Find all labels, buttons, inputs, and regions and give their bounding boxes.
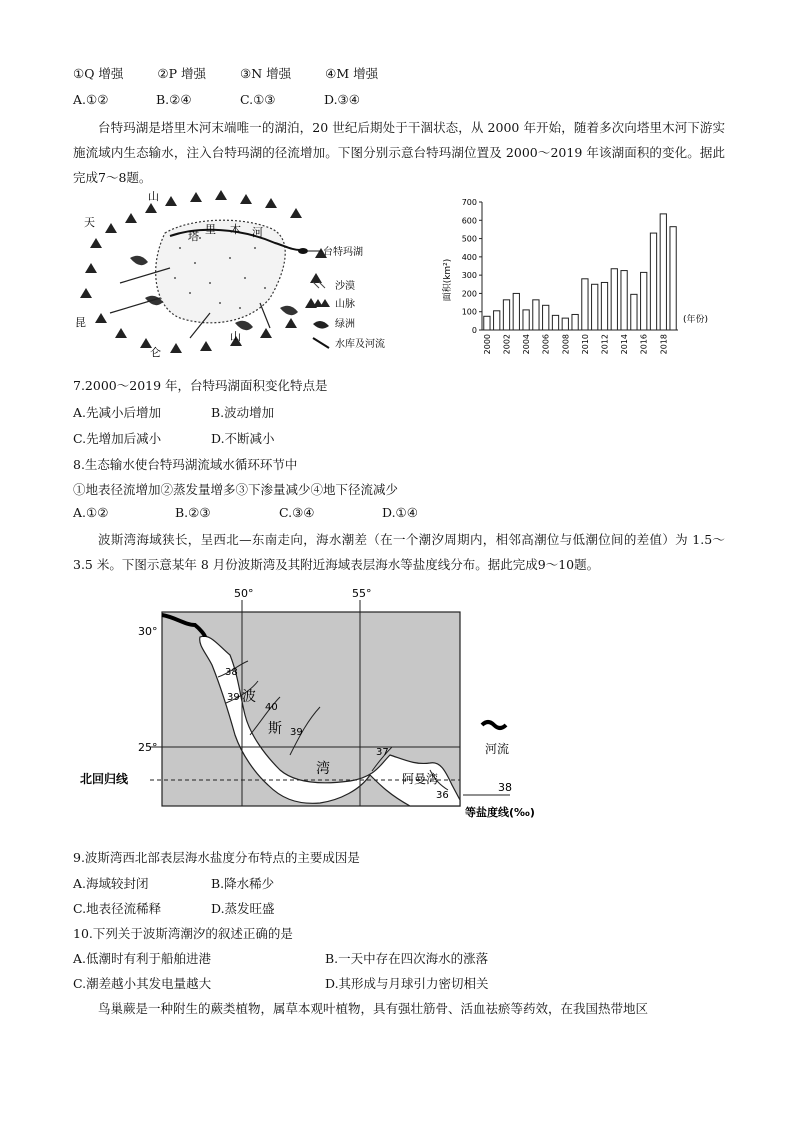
chart-bar-2006 [543, 305, 549, 330]
q10-option-d: D.其形成与月球引力密切相关 [325, 976, 489, 991]
chart-x-tick-label: 2010 [580, 334, 590, 355]
chart-x-tick-label: 2016 [639, 334, 649, 355]
label-shan-2: 山 [230, 330, 241, 343]
legend-oasis-icon [313, 321, 329, 329]
q6-choice-3: ③N 增强 [240, 66, 292, 81]
map1-legend [313, 279, 385, 350]
legend-mountain: 山脉 [335, 299, 355, 310]
chart-x-label: (年份) [683, 315, 709, 325]
chart-y-tick-label: 300 [461, 271, 477, 281]
q8-option-b: B.②③ [175, 505, 211, 520]
q6-option-c: C.①③ [240, 92, 276, 107]
chart-bar-2001 [494, 311, 500, 330]
lat-25-label: 25° [138, 741, 158, 754]
q7-option-a: A.先减小后增加 [73, 405, 162, 420]
iso-label-39a: 39 [227, 692, 240, 703]
iso-label-39b: 39 [290, 727, 303, 738]
intro-next: 鸟巢蕨是一种附生的蕨类植物，属草本观叶植物，具有强壮筋骨、活血祛瘀等药效，在我国热带地区 [98, 1001, 649, 1016]
chart-y-tick-label: 0 [471, 326, 477, 335]
chart-y-tick-label: 600 [461, 216, 477, 226]
chart-y-label: 面积(km²) [443, 258, 453, 302]
label-shan-1: 山 [148, 190, 159, 203]
tarim-map [70, 188, 430, 360]
q6-choice-1: ①Q 增强 [73, 66, 124, 81]
legend-river: 水库及河流 [335, 339, 385, 350]
iso-label-37: 37 [376, 747, 389, 758]
q6-choices [73, 64, 378, 82]
legend-river-icon [482, 722, 506, 728]
q6-choice-4: ④M 增强 [325, 66, 379, 81]
tropic-label: 北回归线 [80, 772, 129, 786]
chart-x-tick-label: 2002 [502, 334, 512, 355]
q6-option-b: B.②④ [156, 92, 192, 107]
chart-y-tick-label: 400 [461, 252, 477, 262]
q9-option-b: B.降水稀少 [211, 876, 275, 891]
q10-stem: 10.下列关于波斯湾潮汐的叙述正确的是 [73, 926, 293, 941]
chart-bar-2003 [513, 293, 519, 330]
q8-choices: ①地表径流增加②蒸发量增多③下渗量减少④地下径流减少 [73, 482, 399, 497]
q10-option-b: B.一天中存在四次海水的涨落 [325, 951, 489, 966]
q8-stem: 8.生态输水使台特玛湖流域水循环环节中 [73, 457, 298, 472]
label-he: 河 [252, 226, 263, 239]
iso-label-38: 38 [225, 667, 238, 678]
chart-x-tick-label: 2008 [561, 334, 571, 355]
legend-river-icon [313, 338, 329, 348]
chart-bar-2002 [503, 300, 509, 330]
label-kun: 昆 [75, 316, 86, 329]
chart-y-tick-label: 100 [461, 307, 477, 317]
label-lun: 仑 [150, 346, 161, 359]
lat-30-label: 30° [138, 625, 158, 638]
chart-bar-2011 [592, 284, 598, 330]
q9-option-a: A.海域较封闭 [73, 876, 149, 891]
chart-bar-2017 [650, 233, 656, 330]
legend-oasis: 绿洲 [335, 319, 355, 330]
label-li: 里 [205, 223, 216, 236]
chart-y-tick-label: 700 [461, 198, 477, 207]
lon-50-label: 50° [234, 587, 254, 600]
q9-stem: 9.波斯湾西北部表层海水盐度分布特点的主要成因是 [73, 850, 360, 865]
chart-bar-2004 [523, 310, 529, 330]
q7-option-b: B.波动增加 [211, 405, 275, 420]
chart-x-tick-label: 2000 [482, 334, 492, 355]
chart-x-tick-label: 2004 [522, 334, 532, 355]
label-tian: 天 [84, 216, 95, 229]
q6-choice-2: ②P 增强 [157, 66, 207, 81]
chart-x-tick-label: 2018 [659, 334, 669, 355]
label-oman: 阿曼湾 [402, 772, 439, 786]
q10-option-c: C.潮差越小其发电量越大 [73, 976, 212, 991]
chart-bar-2018 [660, 214, 666, 330]
chart-bar-2010 [582, 279, 588, 330]
lake-label: 台特玛湖 [323, 247, 363, 258]
chart-y-tick-label: 500 [461, 234, 477, 244]
label-mu: 木 [230, 223, 241, 236]
q9-option-d: D.蒸发旺盛 [211, 901, 275, 916]
label-bo: 波 [242, 689, 256, 705]
q6-option-a: A.①② [73, 92, 109, 107]
chart-bar-2005 [533, 300, 539, 330]
chart-bar-2013 [611, 269, 617, 330]
chart-bar-2007 [552, 315, 558, 330]
chart-y-tick-label: 200 [461, 289, 477, 299]
chart-bar-2000 [484, 316, 490, 330]
chart-x-tick-label: 2012 [600, 334, 610, 355]
q7-option-d: D.不断减小 [211, 431, 275, 446]
chart-x-tick-label: 2006 [541, 334, 551, 355]
legend-iso-label: 等盐度线(‰) [465, 806, 535, 819]
label-wan: 湾 [316, 761, 330, 777]
label-ta: 塔 [188, 230, 199, 243]
q8-option-c: C.③④ [279, 505, 315, 520]
chart-x-tick-label: 2014 [620, 334, 630, 355]
legend-desert: 沙漠 [335, 281, 355, 292]
legend-iso-value: 38 [498, 781, 512, 794]
chart-bar-2008 [562, 318, 568, 330]
chart-bar-2016 [641, 272, 647, 330]
lon-55-label: 55° [352, 587, 372, 600]
chart-bar-2019 [670, 227, 676, 330]
iso-label-36: 36 [436, 790, 449, 801]
legend-mountain-icon [313, 299, 330, 307]
chart-bar-2014 [621, 271, 627, 330]
q10-option-a: A.低潮时有利于船舶进港 [73, 951, 212, 966]
q8-option-d: D.①④ [382, 505, 418, 520]
q8-option-a: A.①② [73, 505, 109, 520]
legend-river-label: 河流 [485, 742, 510, 756]
intro-9-10: 波斯湾海域狭长，呈西北—东南走向，海水潮差（在一个潮汐周期内，相邻高潮位与低潮位间的差值）为 1.5～3.5 米。下图示意某年 8 月份波斯湾及其附近海域表层海水等盐度线分布。据此完成9～10题。 [73, 532, 725, 572]
persian-gulf-map [80, 585, 580, 825]
q7-option-c: C.先增加后减小 [73, 431, 162, 446]
iso-label-40: 40 [265, 702, 278, 713]
chart-bar-2012 [601, 282, 607, 330]
chart-bar-2015 [631, 294, 637, 330]
q7-stem: 7.2000～2019 年，台特玛湖面积变化特点是 [73, 378, 328, 393]
lake-area-chart [440, 192, 725, 362]
label-si: 斯 [268, 721, 282, 737]
intro-7-8: 台特玛湖是塔里木河末端唯一的湖泊，20 世纪后期处于干涸状态，从 2000 年开始，随着多次向塔里木河下游实施流域内生态输水，注入台特玛湖的径流增加。下图分别示意台特玛湖位置及 2000～2019 年该湖面积的变化。据此完成7～8题。 [73, 120, 725, 185]
chart-bar-2009 [572, 314, 578, 330]
q9-option-c: C.地表径流稀释 [73, 901, 162, 916]
q6-option-d: D.③④ [324, 92, 360, 107]
